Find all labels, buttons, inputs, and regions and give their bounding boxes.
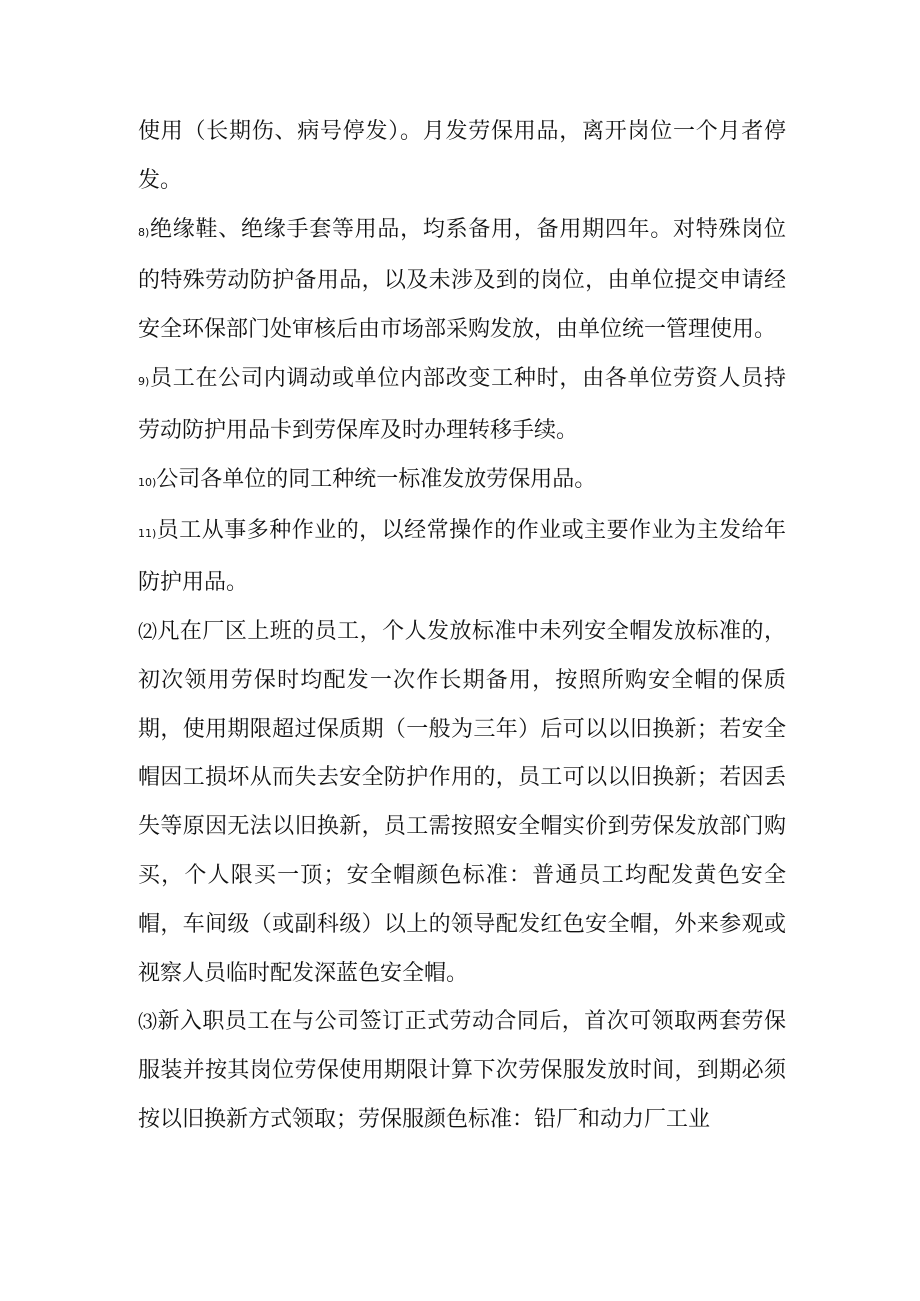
paragraph-continuation <box>138 108 786 206</box>
paragraph-text: 员工从事多种作业的，以经常操作的作业或主要作业为主发给年防护用品。 <box>138 518 786 596</box>
section-number: ⑶ <box>138 1011 158 1034</box>
item-number: 8) <box>138 225 150 239</box>
item-number: 11) <box>138 527 157 541</box>
paragraph-section-3 <box>138 998 786 1144</box>
paragraph-text: 新入职员工在与公司签订正式劳动合同后，首次可领取两套劳保服装并按其岗位劳保使用期限计算下次劳保服发放时间，到期必须按以旧换新方式领取；劳保服颜色标准：铅厂和动力厂工业 <box>138 1009 786 1132</box>
paragraph-item-10 <box>138 456 786 508</box>
paragraph-text: 员工在公司内调动或单位内部改变工种时，由各单位劳资人员持劳动防护用品卡到劳保库及时办理转移手续。 <box>138 365 786 443</box>
paragraph-item-8 <box>138 206 786 355</box>
paragraph-item-9 <box>138 355 786 456</box>
paragraph-text: 凡在厂区上班的员工，个人发放标准中未列安全帽发放标准的，初次领用劳保时均配发一次作长期备用，按照所购安全帽的保质期，使用期限超过保质期（一般为三年）后可以以旧换新；若安全帽因工损坏从而失去安全防护作用的，员工可以以旧换新；若因丢失等原因无法以旧换新，员工需按照安全帽实价到劳保发放部门购买，个人限买一顶；安全帽颜色标准：普通员工均配发黄色安全帽，车间级（或副科级）以上的领导配发红色安全帽，外来参观或视察人员临时配发深蓝色安全帽。 <box>138 618 786 986</box>
item-number: 9) <box>138 374 150 388</box>
document-body <box>138 108 786 1145</box>
paragraph-item-11 <box>138 507 786 608</box>
paragraph-text: 绝缘鞋、绝缘手套等用品，均系备用，备用期四年。对特殊岗位的特殊劳动防护备用品，以及未涉及到的岗位，由单位提交申请经安全环保部门处审核后由市场部采购发放，由单位统一管理使用。 <box>138 216 786 343</box>
paragraph-section-2 <box>138 608 786 998</box>
section-number: ⑵ <box>138 620 158 643</box>
item-number: 10) <box>138 475 157 489</box>
paragraph-text: 使用（长期伤、病号停发）。月发劳保用品，离开岗位一个月者停发。 <box>138 119 786 193</box>
paragraph-text: 公司各单位的同工种统一标准发放劳保用品。 <box>156 466 597 492</box>
